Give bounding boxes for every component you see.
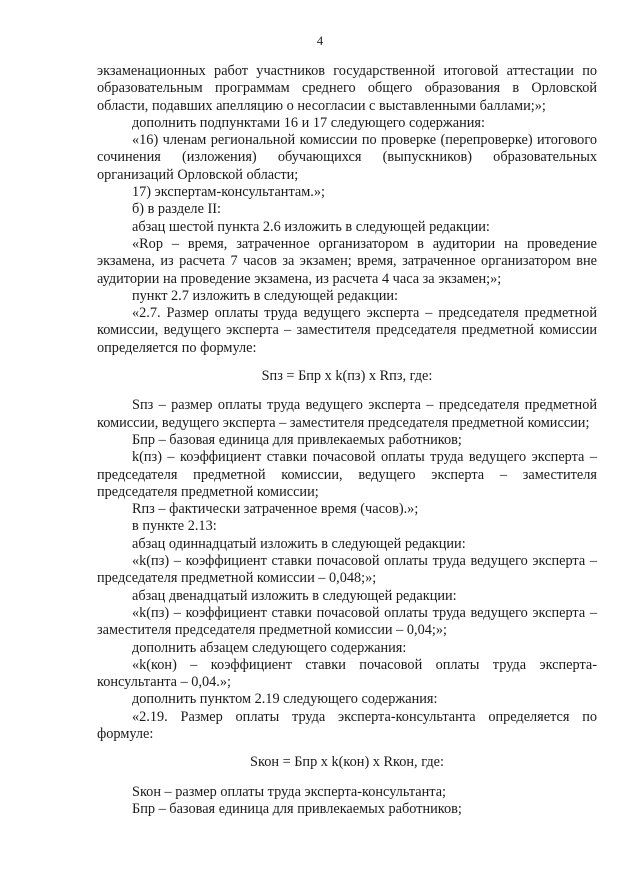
body-paragraph: Бпр – базовая единица для привлекаемых работников; — [132, 431, 462, 448]
body-paragraph: дополнить подпунктами 16 и 17 следующего содержания: — [132, 114, 485, 131]
body-paragraph: Sпз – размер оплаты труда ведущего эксперта – председателя предметной комиссии, ведущего эксперта – заместителя председателя предметной комиссии; — [97, 397, 597, 431]
body-paragraph: дополнить пунктом 2.19 следующего содержания: — [132, 691, 438, 708]
body-paragraph: дополнить абзацем следующего содержания: — [132, 639, 407, 656]
body-paragraph: Rпз – фактически затраченное время (часов).»; — [132, 501, 419, 518]
body-paragraph: экзаменационных работ участников государственной итоговой аттестации по образовательным программам среднего общего образования в Орловской области, подавших апелляцию о несогласии с выставленными баллами;»; — [97, 63, 597, 114]
body-paragraph: пункт 2.7 изложить в следующей редакции: — [132, 287, 399, 304]
formula-line: Sкон = Бпр x k(кон) x Rкон, где: — [250, 754, 444, 771]
body-paragraph: в пункте 2.13: — [132, 518, 217, 535]
formula-line: Sпз = Бпр x k(пз) x Rпз, где: — [261, 368, 433, 385]
body-paragraph: «Rop – время, затраченное организатором в аудитории на проведение экзамена, из расчета 7 часов за экзамен; время, затраченное организатором вне аудитории на проведение экзамена, из расчета 4 часа за экзамен;»; — [97, 235, 597, 287]
body-paragraph: б) в разделе II: — [132, 201, 221, 218]
body-paragraph: 17) экспертам-консультантам.»; — [132, 184, 325, 201]
body-paragraph: «2.19. Размер оплаты труда эксперта-консультанта определяется по формуле: — [97, 708, 597, 742]
body-paragraph: Sкон – размер оплаты труда эксперта-консультанта; — [132, 783, 447, 800]
body-paragraph: «k(пз) – коэффициент ставки почасовой оплаты труда ведущего эксперта – заместителя председателя предметной комиссии – 0,04;»; — [97, 604, 597, 639]
body-paragraph: Бпр – базовая единица для привлекаемых работников; — [132, 800, 462, 817]
document-body — [97, 63, 597, 818]
body-paragraph: «k(кон) – коэффициент ставки почасовой оплаты труда эксперта-консультанта – 0,04.»; — [97, 656, 597, 691]
body-paragraph: «16) членам региональной комиссии по проверке (перепроверке) итогового сочинения (изложения) обучающихся (выпускников) образовательных организаций Орловской области; — [97, 132, 597, 183]
page-number: 4 — [316, 34, 324, 48]
body-paragraph: «2.7. Размер оплаты труда ведущего эксперта – председателя предметной комиссии, ведущего эксперта – заместителя председателя предметной комиссии определяется по формуле: — [97, 305, 597, 356]
body-paragraph: абзац шестой пункта 2.6 изложить в следующей редакции: — [132, 218, 490, 235]
body-paragraph: k(пз) – коэффициент ставки почасовой оплаты труда ведущего эксперта – председателя предметной комиссии, ведущего эксперта – заместителя председателя предметной комиссии; — [97, 449, 597, 500]
body-paragraph: абзац двенадцатый изложить в следующей редакции: — [132, 587, 457, 604]
body-paragraph: «k(пз) – коэффициент ставки почасовой оплаты труда ведущего эксперта – председателя предметной комиссии – 0,048;»; — [97, 553, 597, 587]
body-paragraph: абзац одиннадцатый изложить в следующей редакции: — [132, 535, 466, 552]
